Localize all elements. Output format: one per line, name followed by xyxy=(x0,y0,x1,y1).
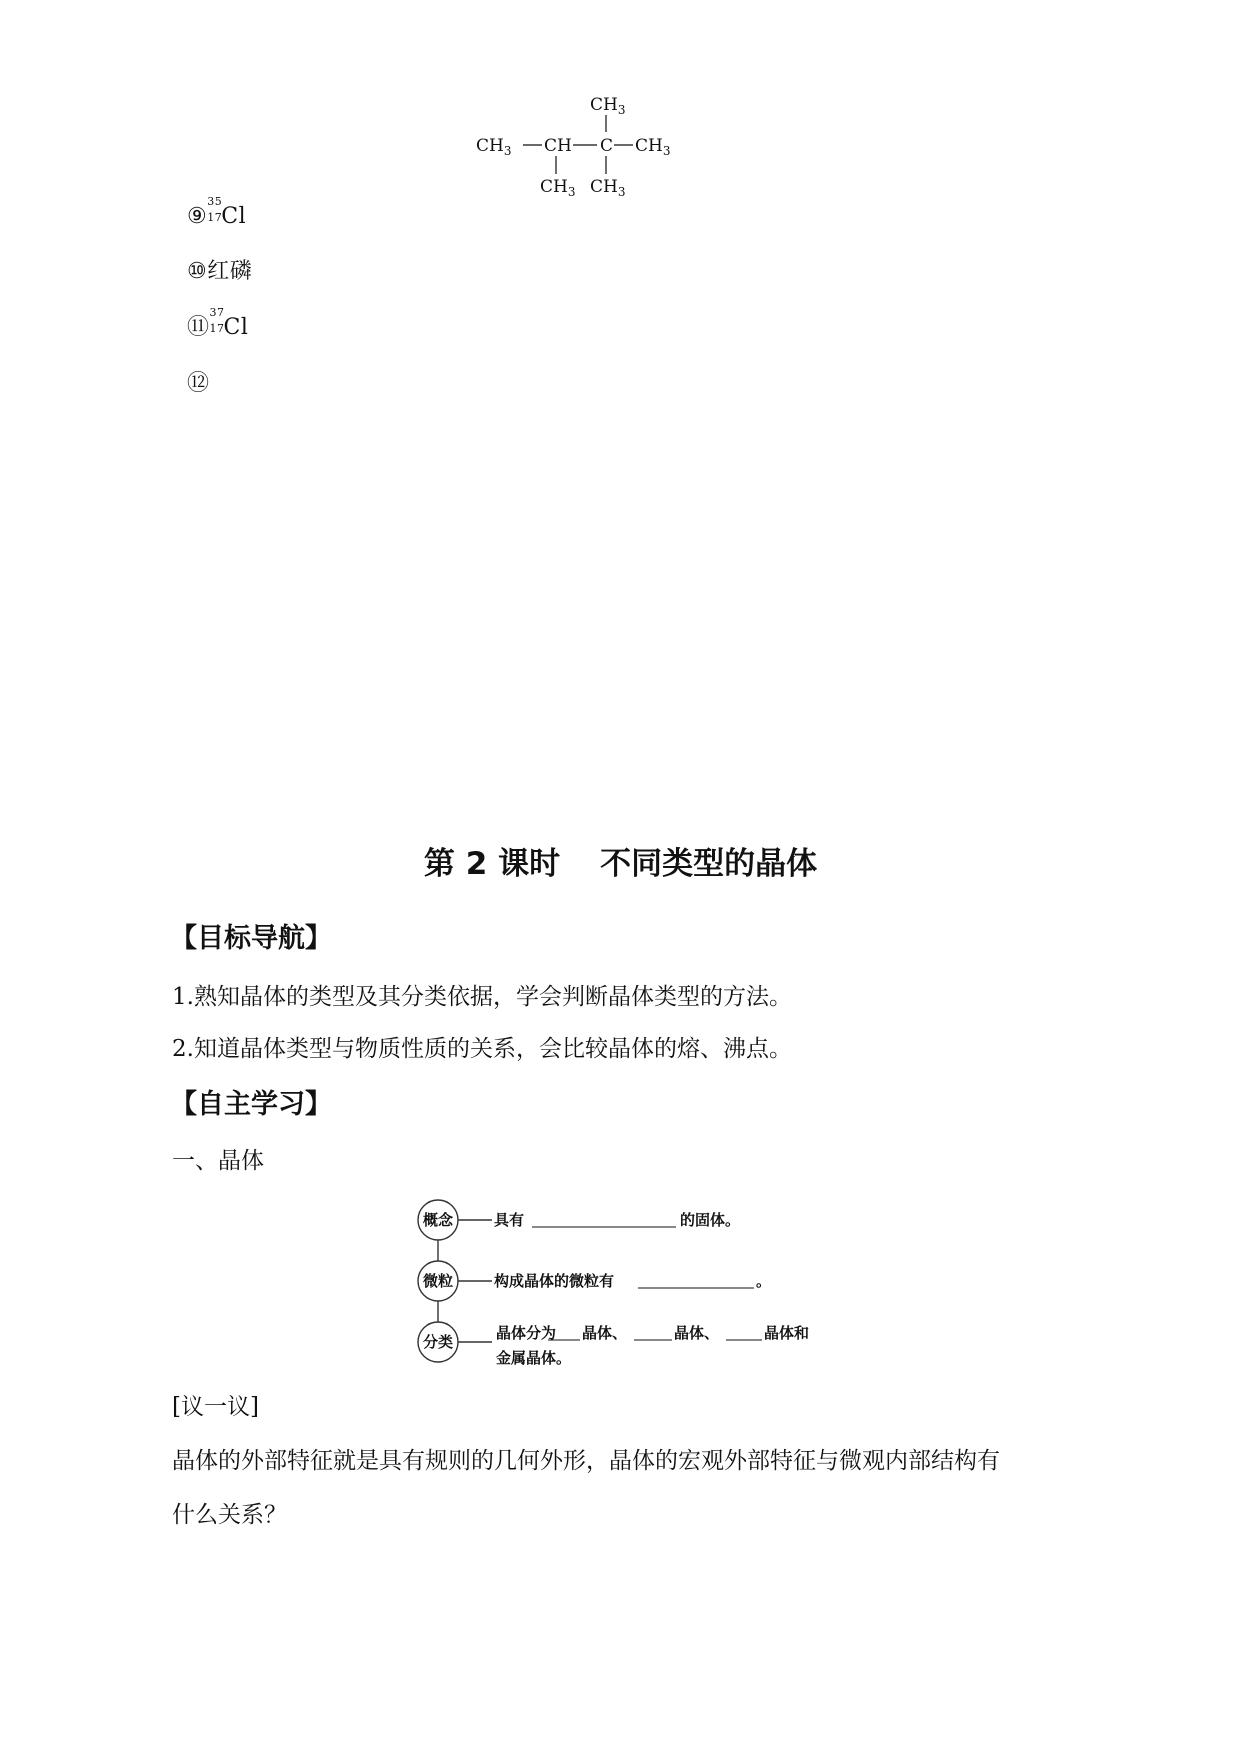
formula-bottom-right-ch3: $CH_3$ xyxy=(590,177,626,199)
particle-text-a: 构成晶体的微粒有 xyxy=(494,1272,615,1290)
concept-text-b: 的固体。 xyxy=(680,1211,741,1229)
node-classification-label: 分类 xyxy=(422,1333,454,1351)
goals-heading: 【目标导航】 xyxy=(170,923,332,954)
item-10: ⑩红磷 xyxy=(187,259,253,284)
crystal-concept-diagram xyxy=(408,1198,848,1378)
formula-right-ch3: $CH_3$ xyxy=(635,136,671,158)
discussion-line-2: 什么关系？ xyxy=(172,1502,287,1528)
discussion-heading: [议一议] xyxy=(172,1394,259,1420)
class-text-d: 晶体和 xyxy=(764,1324,810,1342)
structural-formula xyxy=(470,88,690,200)
formula-ch: CH xyxy=(544,136,572,156)
lesson-title xyxy=(0,838,1241,883)
formula-bottom-left-ch3: $CH_3$ xyxy=(540,177,576,199)
isotope-9 xyxy=(207,195,223,224)
item-list-line xyxy=(172,176,252,397)
class-text-e: 金属晶体。 xyxy=(496,1349,572,1367)
item-11: ⑪ xyxy=(187,315,210,340)
element-11: Cl xyxy=(223,315,249,340)
class-text-b: 晶体、 xyxy=(582,1324,628,1342)
mass-number: 37 xyxy=(209,306,225,319)
node-concept-label: 概念 xyxy=(422,1211,454,1229)
formula-left-ch3: $CH_3$ xyxy=(476,136,512,158)
self-study-heading: 【自主学习】 xyxy=(170,1089,332,1120)
item-12: ⑫ xyxy=(187,371,210,396)
formula-c: C xyxy=(600,136,614,156)
concept-text-a: 具有 xyxy=(494,1211,525,1229)
atomic-number: 17 xyxy=(207,211,223,224)
node-particle-label: 微粒 xyxy=(422,1272,454,1290)
isotope-11 xyxy=(209,306,225,335)
class-text-a: 晶体分为 xyxy=(496,1324,557,1342)
item-9: ⑨ xyxy=(187,204,208,229)
goal-item-2: 2.知道晶体类型与物质性质的关系，会比较晶体的熔、沸点。 xyxy=(172,1036,792,1062)
lesson-number: 第 2 课时 xyxy=(423,846,561,882)
goal-item-1: 1.熟知晶体的类型及其分类依据，学会判断晶体类型的方法。 xyxy=(172,984,792,1010)
element-9: Cl xyxy=(221,204,247,229)
class-text-c: 晶体、 xyxy=(674,1324,720,1342)
discussion-line-1: 晶体的外部特征就是具有规则的几何外形，晶体的宏观外部特征与微观内部结构有 xyxy=(172,1448,1000,1474)
particle-text-b: 。 xyxy=(756,1272,772,1290)
atomic-number: 17 xyxy=(209,322,225,335)
subheading-crystal: 一、晶体 xyxy=(172,1148,264,1174)
formula-top-ch3: $CH_3$ xyxy=(590,95,626,117)
mass-number: 35 xyxy=(207,195,223,208)
lesson-topic: 不同类型的晶体 xyxy=(600,846,818,882)
